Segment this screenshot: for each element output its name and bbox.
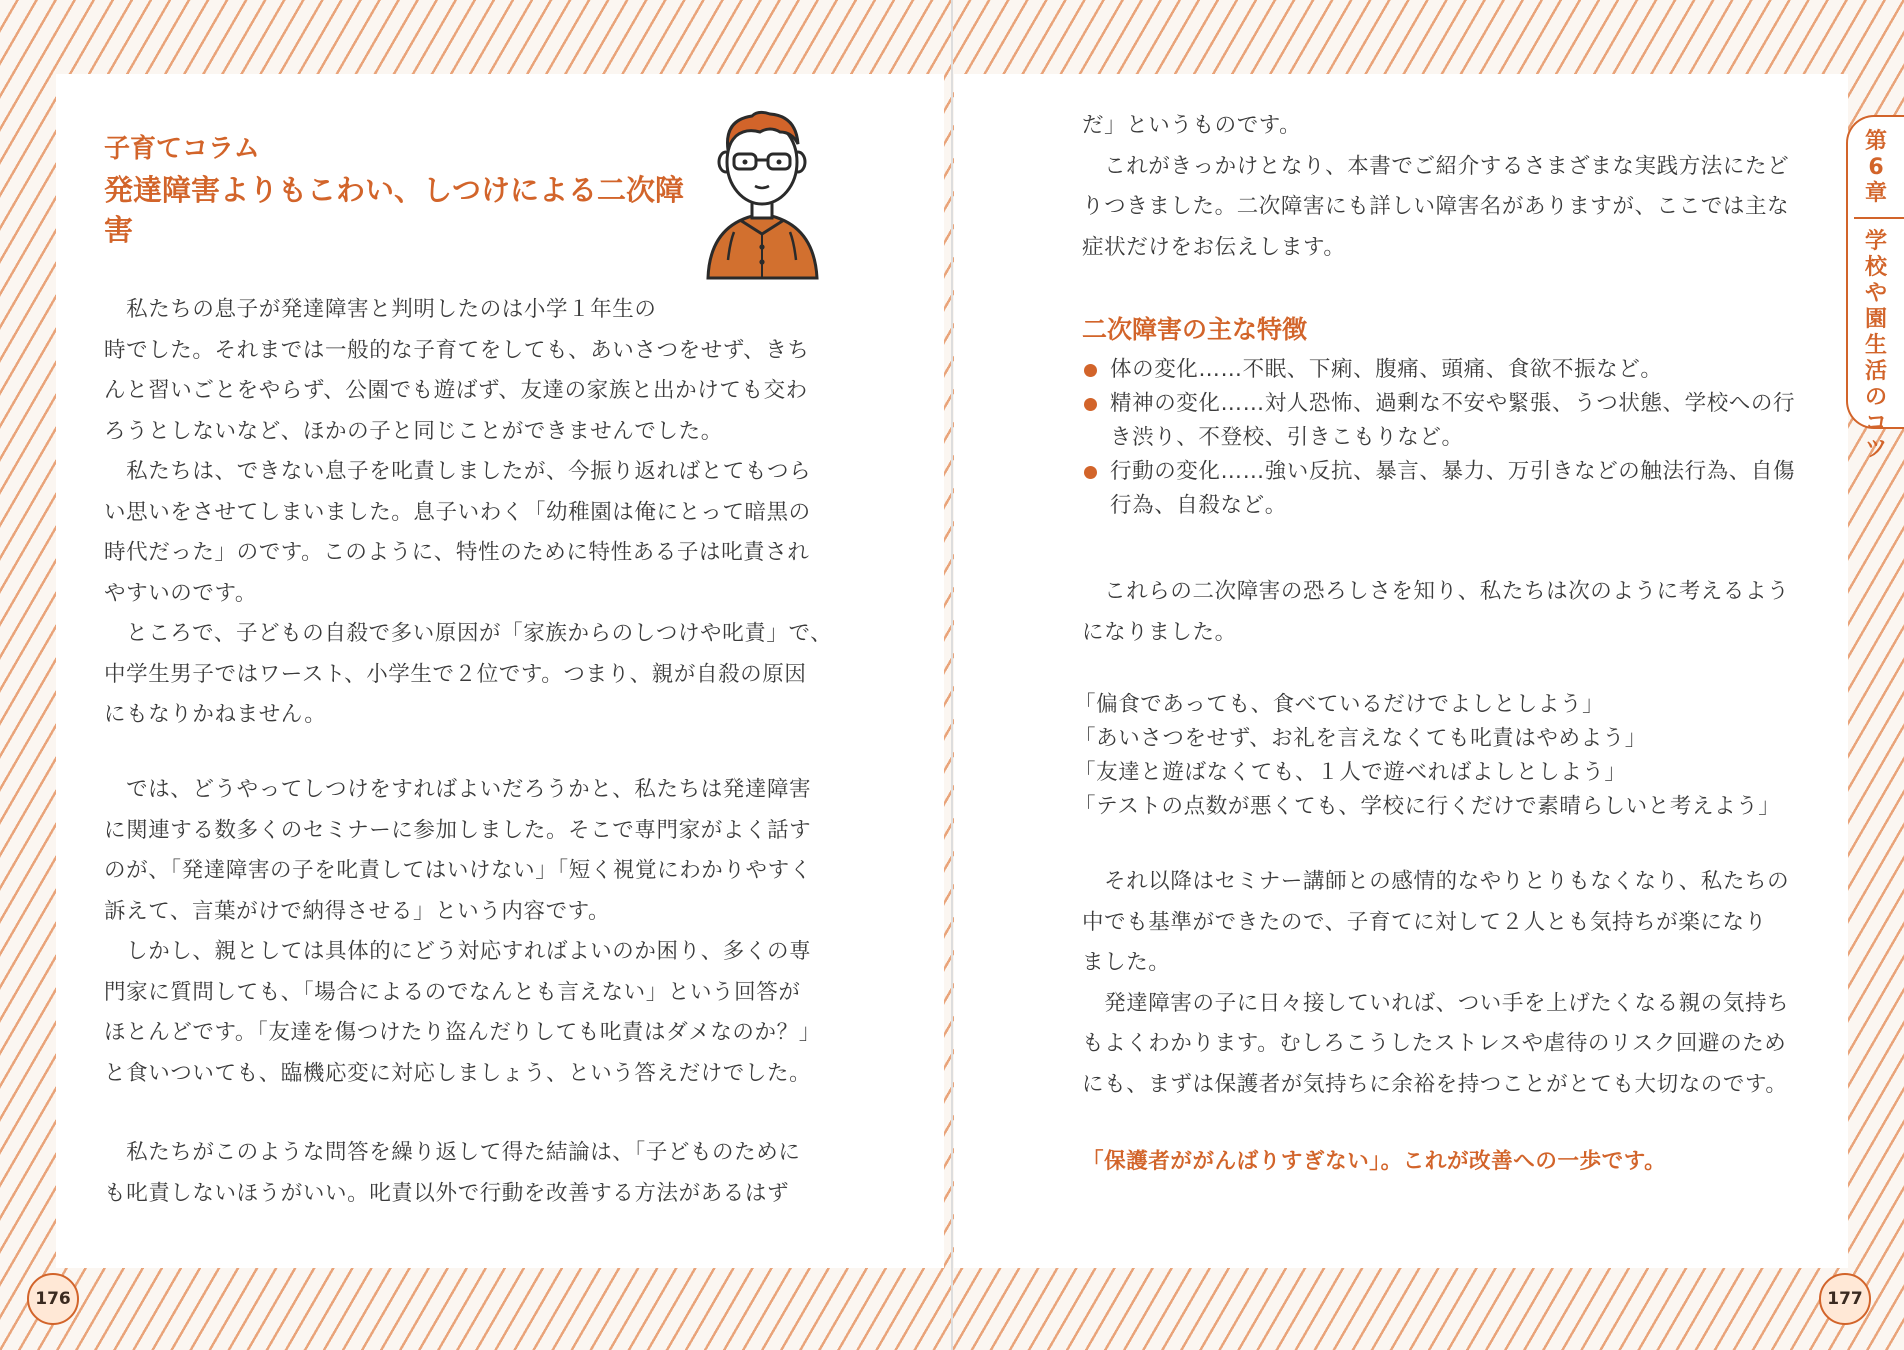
chapter-tab xyxy=(1846,115,1904,462)
list-item xyxy=(1082,455,1817,523)
section-heading: 二次障害の主な特徴 xyxy=(1082,315,1308,344)
quote-list: 「偏食であっても、食べているだけでよしとしよう」 「あいさつをせず、お礼を言えなくても叱責はやめよう」 「友達と遊ばなくても、１人で遊べればよしとしよう」 「テストの点数が悪くても、学校に行くだけで素晴らしいと考えよう」 xyxy=(1074,692,1781,819)
list-item-text: 行動の変化……強い反抗、暴言、暴力、万引きなどの触法行為、自傷行為、自殺など。 xyxy=(1110,459,1796,518)
left-paragraph-2: では、どうやってしつけをすればよいだろうかと、私たちは発達障害 に関連する数多くのセミナーに参加しました。そこで専門家がよく話す のが、「発達障害の子を叱責してはいけない」「短く視覚にわかりやすく 訴えて、言葉がけで納得させる」という内容です。 しかし、親としては具体的にどう対応すればよいのか困り、多くの専 門家に質問しても、「場合によるのでなんとも言えない」という回答が ほとんどです。「友達を傷つけたり盗んだりしても叱責はダメなのか？」 と食いついても、臨機応変に対応しましょう、という答えだけでした。 xyxy=(104,777,821,1086)
left-paragraph-3: 私たちがこのような問答を繰り返して得た結論は、「子どものために も叱責しないほうがいい。叱責以外で行動を改善する方法があるはず xyxy=(104,1140,801,1206)
book-gutter xyxy=(951,0,953,1350)
right-paragraph-2: これらの二次障害の恐ろしさを知り、私たちは次のように考えるよう になりました。 xyxy=(1082,579,1790,645)
column-title: 発達障害よりもこわい、しつけによる二次障害 xyxy=(104,173,685,247)
bullet-icon xyxy=(1084,364,1097,377)
list-item-text: 体の変化……不眠、下痢、腹痛、頭痛、食欲不振など。 xyxy=(1110,357,1663,382)
column-label: 子育てコラム xyxy=(104,134,260,164)
father-illustration-icon xyxy=(700,110,825,280)
closing-statement: 「保護者ががんばりすぎない」。これが改善への一歩です。 xyxy=(1082,1149,1667,1174)
list-item xyxy=(1082,387,1817,455)
bullet-icon xyxy=(1084,466,1097,479)
chapter-number: 第6章 xyxy=(1864,129,1887,206)
bullet-icon xyxy=(1084,398,1097,411)
left-paragraph-1: 私たちの息子が発達障害と判明したのは小学１年生の 時でした。それまでは一般的な子育てをしても、あいさつをせず、きち んと習いごとをやらず、公園でも遊ばず、友達の家族と出かけても交わ ろうとしないなど、ほかの子と同じことができませんでした。 私たちは、できない息子を叱責しましたが、今振り返ればとてもつら い思いをさせてしまいました。息子いわく「幼稚園は俺にとって暗黒の 時代だった」のです。このように、特性のために特性ある子は叱責され やすいのです。 ところで、子どもの自殺で多い原因が「家族からのしつけや叱責」で、 中学生男子ではワースト、小学生で２位です。つまり、親が自殺の原因 にもなりかねません。 xyxy=(104,297,833,727)
page-number-left: 176 xyxy=(27,1273,79,1325)
symptom-list xyxy=(1082,353,1817,523)
chapter-tab-divider xyxy=(1854,217,1904,219)
list-item-text: 精神の変化……対人恐怖、過剰な不安や緊張、うつ状態、学校への行き渋り、不登校、引きこもりなど。 xyxy=(1110,391,1796,450)
chapter-title: 学校や園生活のコツ xyxy=(1864,229,1887,462)
right-paragraph-1: だ」というものです。 これがきっかけとなり、本書でご紹介するさまざまな実践方法にたど りつきました。二次障害にも詳しい障害名がありますが、ここでは主な 症状だけをお伝えします。 xyxy=(1082,113,1790,260)
list-item xyxy=(1082,353,1817,387)
page-number-right: 177 xyxy=(1819,1273,1871,1325)
right-paragraph-3: それ以降はセミナー講師との感情的なやりとりもなくなり、私たちの 中でも基準ができたので、子育てに対して２人とも気持ちが楽になり ました。 発達障害の子に日々接していれば、つい手を上げたくなる親の気持ち もよくわかります。むしろこうしたストレスや虐待のリスク回避のため にも、まずは保護者が気持ちに余裕を持つことがとても大切なのです。 xyxy=(1082,869,1790,1097)
